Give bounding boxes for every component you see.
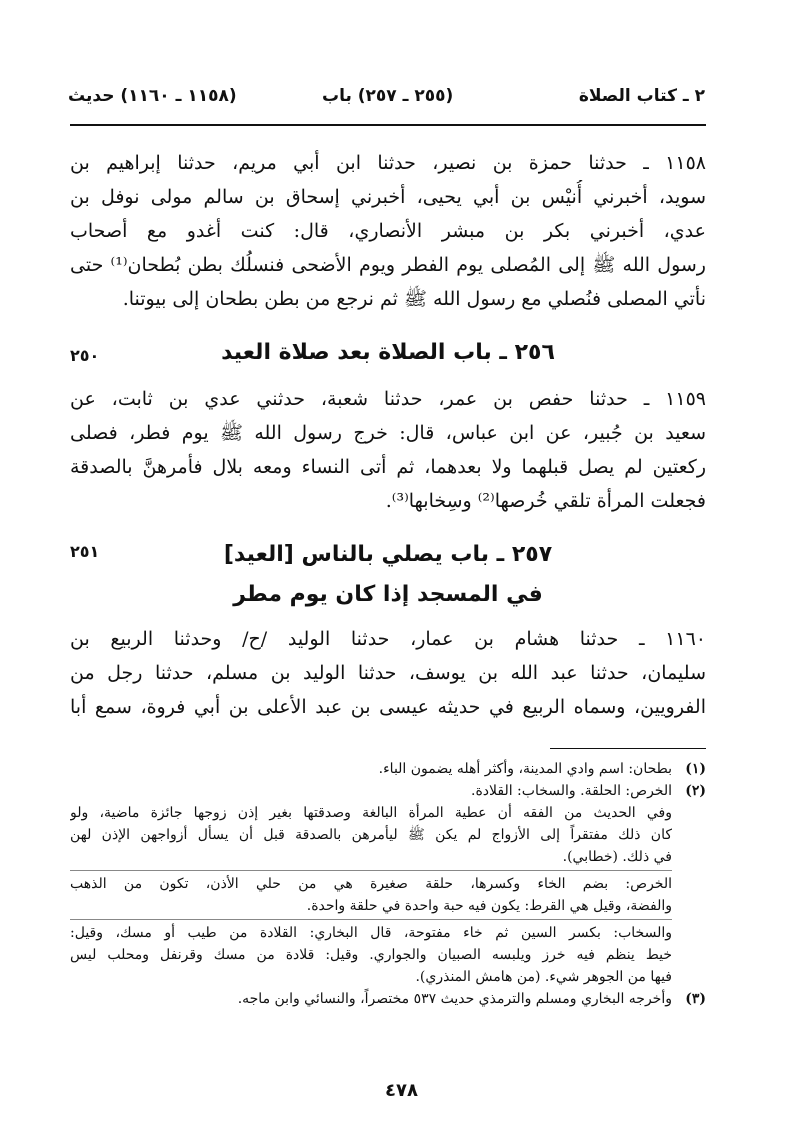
text-line: ركعتين لم يصل قبلهما ولا بعدهما، ثم أتى النساء ومعه بلال فأمرهنَّ بالصدقة <box>70 456 706 478</box>
footnote-line: كان ذلك مفتقراً إلى الأزواج لم يكن ﷺ ليأمرهن بالصدقة قبل أن يسأل أزواجهن الإذن لهن <box>70 827 672 843</box>
footnote-separator <box>70 870 672 871</box>
footnote-line: الخرص: الحلقة. والسخاب: القلادة. <box>471 783 672 799</box>
hadith-1158 <box>70 146 706 316</box>
footnote-line: فيها من الجوهر شيء. (من هامش المنذري). <box>415 969 672 985</box>
margin-chapter-number: ٢٥١ <box>70 542 100 561</box>
text-line: ١١٥٨ ـ حدثنا حمزة بن نصير، حدثنا ابن أبي مريم، حدثنا إبراهيم بن <box>70 152 706 174</box>
text-line: ١١٥٩ ـ حدثنا حفص بن عمر، حدثنا شعبة، حدثني عدي بن ثابت، عن <box>70 388 706 410</box>
header-rule <box>70 124 706 126</box>
footnote-2-sikhab <box>70 922 672 988</box>
text-line: سعيد بن جُبير، عن ابن عباس، قال: خرج رسول الله ﷺ يوم فطر، فصلى <box>70 422 706 444</box>
footnote-separator <box>70 919 672 920</box>
text-line: ١١٦٠ ـ حدثنا هشام بن عمار، حدثنا الوليد /ح/ وحدثنا الربيع بن <box>70 628 706 650</box>
text-line: فجعلت المرأة تلقي خُرصها⁽²⁾ وسِخابها⁽³⁾. <box>385 490 706 512</box>
text-line: الفرويين، وسماه الربيع في حديثه عيسى بن عبد الأعلى بن أبي فروة، سمع أبا <box>70 696 706 718</box>
footnote-line: الخرص: بضم الخاء وكسرها، حلقة صغيرة هي من حلي الأذن، تكون من الذهب <box>70 876 672 892</box>
footnote-2-khurs <box>70 873 672 917</box>
footnote-rule <box>550 748 706 749</box>
footnote-line: والفضة، وقيل هي القرط: يكون فيه حبة واحدة في حلقة واحدة. <box>306 898 672 914</box>
footnote-3 <box>70 988 706 1010</box>
margin-chapter-number: ٢٥٠ <box>70 346 100 365</box>
header-chapter-range: (٢٥٥ ـ ٢٥٧) باب <box>322 86 454 106</box>
hadith-1159 <box>70 382 706 518</box>
chapter-257-heading: ٢٥٧ ـ باب يصلي بالناس [العيد] <box>223 542 553 567</box>
chapter-257-heading-line2: في المسجد إذا كان يوم مطر <box>233 582 543 607</box>
text-line: سليمان، حدثنا عبد الله بن يوسف، حدثنا الوليد بن مسلم، حدثنا رجل من <box>70 662 706 684</box>
footnote-number: (٣) <box>685 991 706 1007</box>
header-book-title: ٢ ـ كتاب الصلاة <box>578 86 705 106</box>
footnote-1 <box>70 758 706 780</box>
header-hadith-range: (١١٥٨ ـ ١١٦٠) حديث <box>68 86 237 106</box>
text-line: نأتي المصلى فنُصلي مع رسول الله ﷺ ثم نرجع من بطن بطحان إلى بيوتنا. <box>122 288 706 310</box>
page-number: ٤٧٨ <box>385 1080 418 1101</box>
hadith-1160 <box>70 622 706 724</box>
footnotes <box>70 758 706 1010</box>
footnote-line: بطحان: اسم وادي المدينة، وأكثر أهله يضمون الباء. <box>378 761 672 777</box>
footnote-number: (١) <box>685 761 706 777</box>
chapter-256-heading: ٢٥٦ ـ باب الصلاة بعد صلاة العيد <box>221 340 555 365</box>
footnote-2 <box>70 780 706 802</box>
text-line: رسول الله ﷺ إلى المُصلى يوم الفطر ويوم الأضحى فنسلُك بطن بُطحان⁽¹⁾ حتى <box>70 254 706 276</box>
footnote-line: والسخاب: بكسر السين ثم خاء مفتوحة، قال البخاري: القلادة من طيب أو مسك، وقيل: <box>70 925 672 941</box>
footnote-line: خيط ينظم فيه خرز ويلبسه الصبيان والجواري. وقيل: قلادة من مسك وقرنفل ومحلب ليس <box>70 947 672 963</box>
text-line: عدي، أخبرني بكر بن مبشر الأنصاري، قال: كنت أغدو مع أصحاب <box>70 220 706 242</box>
footnote-2-commentary <box>70 802 672 868</box>
footnote-number: (٢) <box>685 783 706 799</box>
footnote-line: وأخرجه البخاري ومسلم والترمذي حديث ٥٣٧ مختصراً، والنسائي وابن ماجه. <box>237 991 672 1007</box>
footnote-line: وفي الحديث من الفقه أن عطية المرأة البالغة وصدقتها بغير إذن زوجها جائزة ماضية، ولو <box>70 805 672 821</box>
text-line: سويد، أخبرني أُنيْس بن أبي يحيى، أخبرني إسحاق بن سالم مولى نوفل بن <box>70 186 706 208</box>
footnote-line: في ذلك. (خطابي). <box>562 849 672 865</box>
